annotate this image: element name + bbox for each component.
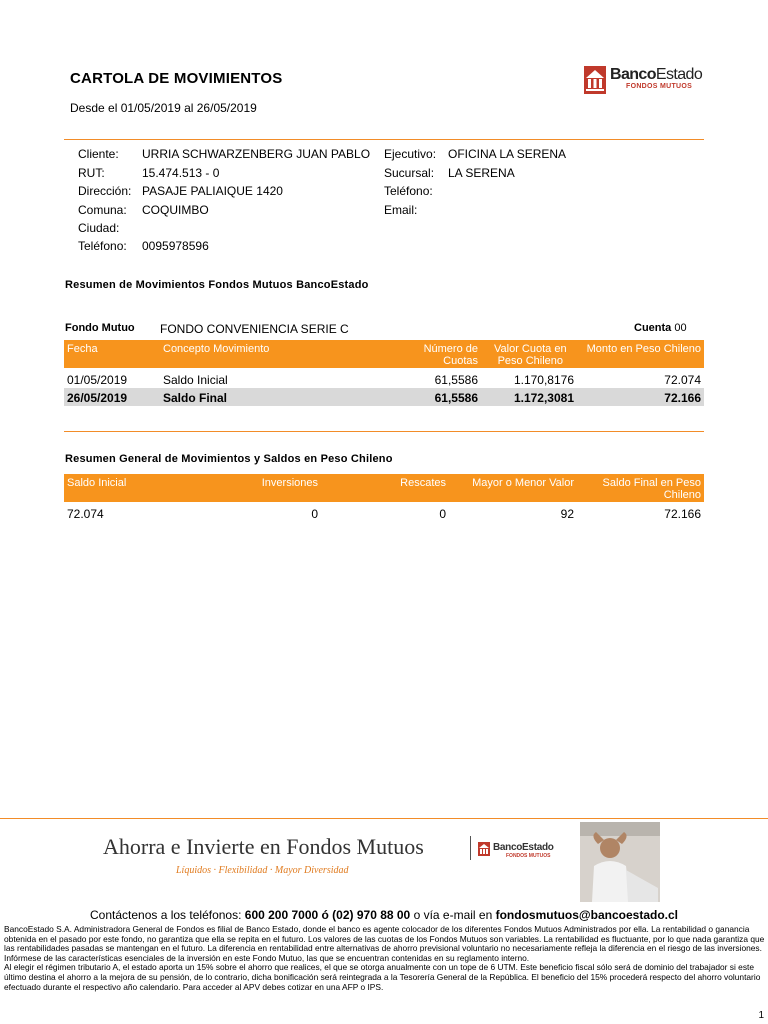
col-concepto: Concepto Movimiento (163, 343, 270, 355)
table-row (64, 504, 704, 522)
relaxing-man-icon (580, 822, 660, 902)
banner-headline: Ahorra e Invierte en Fondos Mutuos (103, 834, 424, 859)
value-direccion: PASAJE PALIAIQUE 1420 (142, 184, 283, 198)
fondo-value: FONDO CONVENIENCIA SERIE C (160, 322, 349, 336)
contact-email[interactable]: fondosmutuos@bancoestado.cl (495, 908, 678, 922)
col-saldo-final-line2: Chileno (663, 489, 701, 501)
banner-tagline: Líquidos · Flexibilidad · Mayor Diversidad (176, 865, 349, 876)
row-rescates: 0 (439, 507, 446, 521)
disclaimer-paragraph-2: Al elegir el régimen tributario A, el estado aporta un 15% sobre el ahorro que realices, el que se otorga anualmente con un tope de 6 UTM. Este beneficio fiscal sólo será de dominio del trabajador si este último destina el ahorro a la mejora de su pensión, de lo contrario, dicha bonificación será reintegrada a la Tesorería General de la República. El beneficio del 15% procederá respecto del ahorro voluntario efectuado durante el respectivo año calendario. Para acceder al APV debes cotizar en una AFP o IPS. (4, 962, 761, 992)
table-row (64, 370, 704, 388)
col-valor-cuota-line2: Peso Chileno (497, 355, 563, 367)
banner-separator (470, 836, 471, 860)
value-rut: 15.474.513 - 0 (142, 166, 220, 180)
label-direccion: Dirección: (78, 184, 132, 198)
value-sucursal: LA SERENA (448, 166, 515, 180)
logo-name-banco: Banco (610, 66, 656, 83)
contact-middle: o vía e-mail en (410, 908, 496, 922)
label-cliente: Cliente: (78, 147, 119, 161)
promo-banner (0, 818, 768, 904)
bank-building-icon (478, 842, 490, 856)
divider (64, 139, 704, 140)
legal-disclaimer (4, 925, 766, 992)
row-concepto: Saldo Inicial (163, 373, 228, 387)
col-monto: Monto en Peso Chileno (586, 343, 701, 355)
row-fecha: 26/05/2019 (67, 391, 128, 405)
col-numero-cuotas (424, 343, 478, 367)
contact-phones: 600 200 7000 ó (02) 970 88 00 (244, 908, 411, 922)
resumen-general-table-header (64, 474, 704, 502)
row-saldo-inicial: 72.074 (67, 507, 104, 521)
section-title-resumen-movimientos: Resumen de Movimientos Fondos Mutuos BancoEstado (65, 279, 369, 291)
row-monto: 72.074 (664, 373, 701, 387)
label-telefono: Teléfono: (78, 239, 127, 253)
row-fecha: 01/05/2019 (67, 373, 128, 387)
banner-logo-subtitle: FONDOS MUTUOS (506, 853, 551, 859)
col-saldo-final-line1: Saldo Final en Peso (602, 477, 701, 489)
col-rescates: Rescates (400, 477, 446, 489)
col-mayor-menor: Mayor o Menor Valor (472, 477, 574, 489)
disclaimer-paragraph-1: BancoEstado S.A. Administradora General de Fondos es filial de Banco Estado, donde el banco es agente colocador de los diferentes Fondos Mutuos Administrados por ella. La rentabilidad o ganancia obtenida en el pasado por este fondo, no garantiza que ella se repita en el futuro. Los valores de las cuotas de los Fondos Mutuos son variables. La rentabilidad es fluctuante, por lo que nada garantiza que las rentabilidades pasadas se mantengan en el futuro. La diferencia en rentabilidad entre alternativas de ahorro previsional voluntario no necesariamente refleja la diferencia en el riesgo de las inversiones. Infórmese de las características esenciales de la inversión en este Fondo Mutuo, las que se encuentran contenidas en su reglamento interno. (4, 924, 765, 963)
label-telefono-sucursal: Teléfono: (384, 184, 433, 198)
row-saldo-final: 72.166 (664, 507, 701, 521)
logo-name-estado: Estado (655, 66, 703, 83)
section-title-resumen-general: Resumen General de Movimientos y Saldos en Peso Chileno (65, 453, 393, 465)
label-email: Email: (384, 203, 418, 217)
contact-prefix: Contáctenos a los teléfonos: (90, 908, 245, 922)
date-range: Desde el 01/05/2019 al 26/05/2019 (70, 101, 257, 115)
row-concepto: Saldo Final (163, 391, 228, 405)
value-comuna: COQUIMBO (142, 203, 209, 217)
row-monto: 72.166 (664, 391, 701, 405)
movimientos-table-header (64, 340, 704, 368)
contact-line (0, 908, 768, 922)
label-ciudad: Ciudad: (78, 221, 120, 235)
page-title: CARTOLA DE MOVIMIENTOS (70, 70, 283, 87)
col-saldo-final (603, 477, 701, 501)
col-numero-cuotas-line1: Número de (423, 343, 478, 355)
cuenta-value: 00 (674, 322, 687, 334)
value-telefono: 0095978596 (142, 239, 209, 253)
row-valor: 1.170,8176 (513, 373, 574, 387)
bank-building-icon (584, 66, 606, 94)
col-fecha: Fecha (67, 343, 98, 355)
page-number: 1 (758, 1010, 764, 1021)
col-valor-cuota (494, 343, 567, 367)
value-ejecutivo: OFICINA LA SERENA (448, 147, 567, 161)
col-inversiones: Inversiones (261, 477, 318, 489)
cuenta (634, 322, 687, 334)
col-valor-cuota-line1: Valor Cuota en (494, 343, 567, 355)
row-cuotas: 61,5586 (434, 391, 478, 405)
cuenta-label: Cuenta (634, 322, 672, 334)
label-sucursal: Sucursal: (384, 166, 435, 180)
col-numero-cuotas-line2: Cuotas (443, 355, 478, 367)
col-saldo-inicial: Saldo Inicial (67, 477, 127, 489)
table-row (64, 388, 704, 406)
row-cuotas: 61,5586 (434, 373, 478, 387)
fondo-label: Fondo Mutuo (65, 322, 135, 334)
row-mayor-menor: 92 (560, 507, 574, 521)
label-comuna: Comuna: (78, 203, 127, 217)
value-cliente: URRIA SCHWARZENBERG JUAN PABLO (142, 147, 371, 161)
divider (64, 431, 704, 432)
banner-logo-name: BancoEstado (493, 842, 554, 853)
row-inversiones: 0 (311, 507, 318, 521)
logo-subtitle: FONDOS MUTUOS (626, 83, 693, 90)
label-ejecutivo: Ejecutivo: (384, 147, 437, 161)
row-valor: 1.172,3081 (513, 391, 574, 405)
bancoestado-logo (584, 66, 704, 96)
label-rut: RUT: (78, 166, 105, 180)
